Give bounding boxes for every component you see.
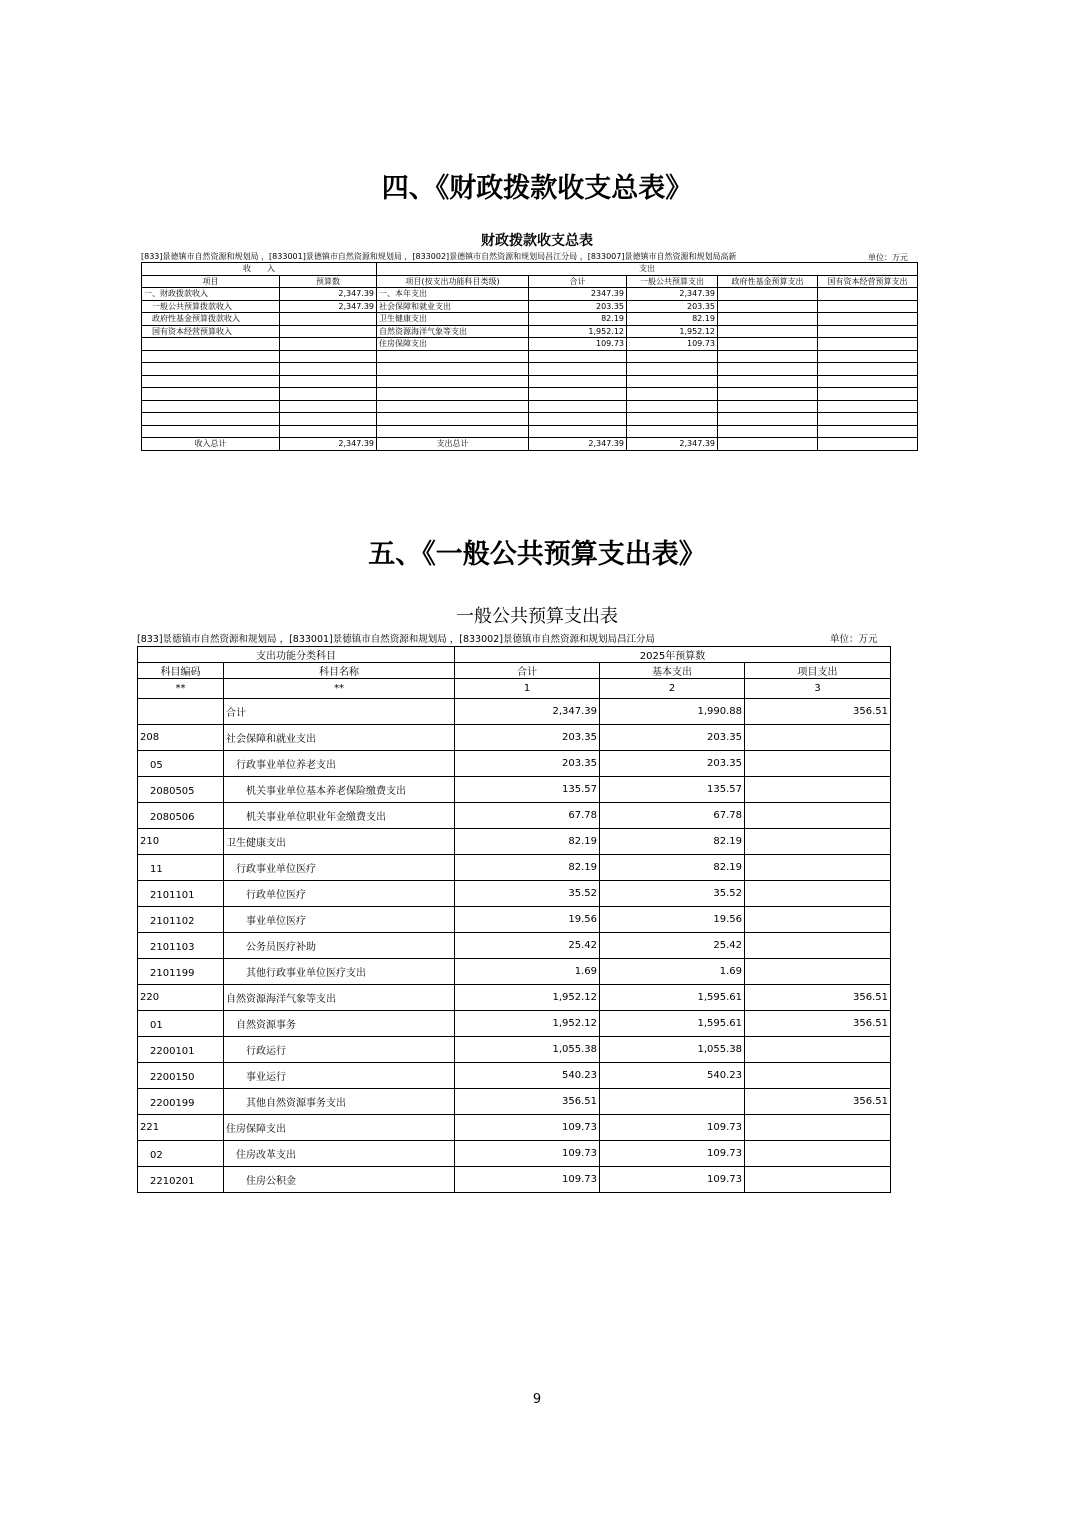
table-row <box>138 933 891 959</box>
table-cell: 203.35 <box>529 300 627 313</box>
table-cell: 2200101 <box>138 1037 224 1063</box>
table-cell: 356.51 <box>745 699 891 725</box>
table-cell <box>745 855 891 881</box>
table-cell: 135.57 <box>600 777 745 803</box>
index-cell: 2 <box>600 679 745 699</box>
table-cell: 1,595.61 <box>600 985 745 1011</box>
table-cell <box>600 1089 745 1115</box>
table-cell: 19.56 <box>600 907 745 933</box>
table-cell: 356.51 <box>745 1089 891 1115</box>
table-cell: 11 <box>138 855 224 881</box>
table-cell <box>718 325 818 338</box>
table-cell <box>818 300 918 313</box>
column-header: 科目名称 <box>224 663 455 679</box>
table-row <box>138 725 891 751</box>
total-row <box>142 438 918 451</box>
table-cell <box>377 425 529 438</box>
table-cell: 公务员医疗补助 <box>224 933 455 959</box>
table-cell: 203.35 <box>627 300 718 313</box>
table-cell: 1.69 <box>455 959 600 985</box>
table-cell: 82.19 <box>455 855 600 881</box>
table-row <box>142 313 918 326</box>
column-header: 基本支出 <box>600 663 745 679</box>
table-cell: 行政单位医疗 <box>224 881 455 907</box>
total-cell: 收入总计 <box>142 438 280 451</box>
table-cell: 自然资源海洋气象等支出 <box>377 325 529 338</box>
table-cell <box>627 363 718 376</box>
table-cell <box>818 313 918 326</box>
expense-header: 支出 <box>377 263 918 276</box>
group-header: 2025年预算数 <box>455 647 891 663</box>
total-cell: 支出总计 <box>377 438 529 451</box>
table-row <box>138 985 891 1011</box>
total-cell: 2,347.39 <box>627 438 718 451</box>
table-row <box>142 338 918 351</box>
table-cell <box>280 363 377 376</box>
table-cell: 1,952.12 <box>455 1011 600 1037</box>
table-cell <box>718 400 818 413</box>
table-cell <box>529 363 627 376</box>
table-cell: 1,952.12 <box>627 325 718 338</box>
table-cell: 82.19 <box>455 829 600 855</box>
table-row <box>142 288 918 301</box>
table-cell <box>818 288 918 301</box>
table-cell <box>280 400 377 413</box>
table-cell <box>529 425 627 438</box>
index-cell: 3 <box>745 679 891 699</box>
table-cell: 221 <box>138 1115 224 1141</box>
table-cell: 机关事业单位职业年金缴费支出 <box>224 803 455 829</box>
table-cell <box>745 1063 891 1089</box>
table-cell: 82.19 <box>600 829 745 855</box>
table-cell: 109.73 <box>627 338 718 351</box>
index-cell: ** <box>138 679 224 699</box>
table-cell <box>280 338 377 351</box>
table-row <box>142 325 918 338</box>
table-cell <box>745 725 891 751</box>
table-cell: 自然资源事务 <box>224 1011 455 1037</box>
table-row <box>138 881 891 907</box>
table-row <box>142 425 918 438</box>
table-row <box>142 375 918 388</box>
table-cell <box>745 1141 891 1167</box>
table-cell <box>377 363 529 376</box>
table-cell <box>718 375 818 388</box>
table-cell <box>377 388 529 401</box>
table-row <box>138 777 891 803</box>
table-cell <box>142 400 280 413</box>
table-cell <box>377 413 529 426</box>
table-cell <box>745 777 891 803</box>
table-cell: 356.51 <box>745 1011 891 1037</box>
table-cell: 109.73 <box>600 1115 745 1141</box>
table-cell <box>818 388 918 401</box>
table-row <box>142 363 918 376</box>
table-cell <box>745 1167 891 1193</box>
table-cell <box>142 375 280 388</box>
table-cell <box>142 413 280 426</box>
table-cell: 203.35 <box>600 725 745 751</box>
table-row <box>142 388 918 401</box>
table-row <box>142 400 918 413</box>
table-cell <box>529 388 627 401</box>
table-cell: 事业运行 <box>224 1063 455 1089</box>
table-cell <box>627 413 718 426</box>
table-row <box>138 751 891 777</box>
table-cell: 25.42 <box>455 933 600 959</box>
table-cell: 2,347.39 <box>280 300 377 313</box>
table-cell: 2080506 <box>138 803 224 829</box>
table-cell: 356.51 <box>455 1089 600 1115</box>
page-number: 9 <box>532 1392 542 1407</box>
table-cell <box>818 325 918 338</box>
table-cell <box>280 375 377 388</box>
table-cell: 国有资本经营预算收入 <box>142 325 280 338</box>
table-cell: 事业单位医疗 <box>224 907 455 933</box>
table-cell: 住房改革支出 <box>224 1141 455 1167</box>
table-cell: 行政事业单位医疗 <box>224 855 455 881</box>
table-row <box>138 1063 891 1089</box>
table-row <box>138 803 891 829</box>
column-header: 项目(按支出功能科目类级) <box>377 275 529 288</box>
table-cell: 82.19 <box>529 313 627 326</box>
table-cell: 2,347.39 <box>280 288 377 301</box>
table-cell: 一、本年支出 <box>377 288 529 301</box>
total-cell: 2,347.39 <box>280 438 377 451</box>
table1-units: [833]景德镇市自然资源和规划局 ，[833001]景德镇市自然资源和规划局 ，[833002]景德镇市自然资源和规划局昌江分局 ，[833007]景德镇市自然资源和规划局高新 <box>141 252 737 261</box>
table-cell <box>280 325 377 338</box>
table-cell: 自然资源海洋气象等支出 <box>224 985 455 1011</box>
table-row <box>138 1167 891 1193</box>
table1-unit-label: 单位：万元 <box>868 253 908 262</box>
table-cell <box>818 425 918 438</box>
table-cell <box>627 425 718 438</box>
table-cell <box>745 1037 891 1063</box>
column-header: 项目 <box>142 275 280 288</box>
table-cell <box>280 388 377 401</box>
table-cell: 一般公共预算拨款收入 <box>142 300 280 313</box>
table-cell: 1,055.38 <box>600 1037 745 1063</box>
table-cell <box>745 959 891 985</box>
table-cell: 356.51 <box>745 985 891 1011</box>
column-header: 科目编码 <box>138 663 224 679</box>
table-cell <box>627 375 718 388</box>
table-row <box>142 413 918 426</box>
table-cell: 109.73 <box>529 338 627 351</box>
table-row <box>138 1141 891 1167</box>
table-cell: 合计 <box>224 699 455 725</box>
table-cell: 35.52 <box>600 881 745 907</box>
table-cell: 203.35 <box>600 751 745 777</box>
table-cell <box>142 338 280 351</box>
table-cell <box>529 400 627 413</box>
table-cell <box>142 350 280 363</box>
table-cell: 1,952.12 <box>455 985 600 1011</box>
table-cell <box>745 933 891 959</box>
table-cell: 2101101 <box>138 881 224 907</box>
table-row <box>138 1037 891 1063</box>
section-5-heading: 五、《一般公共预算支出表》 <box>368 539 706 570</box>
column-header: 合计 <box>455 663 600 679</box>
table-cell: 82.19 <box>627 313 718 326</box>
table-cell: 220 <box>138 985 224 1011</box>
table-cell: 2210201 <box>138 1167 224 1193</box>
table-row <box>142 350 918 363</box>
table-cell: 25.42 <box>600 933 745 959</box>
total-cell: 2,347.39 <box>529 438 627 451</box>
total-cell <box>818 438 918 451</box>
table-cell: 其他自然资源事务支出 <box>224 1089 455 1115</box>
table-cell <box>718 413 818 426</box>
fiscal-summary-table <box>141 262 918 451</box>
table-cell <box>627 350 718 363</box>
table-cell <box>280 425 377 438</box>
table-cell <box>627 388 718 401</box>
table-cell <box>818 363 918 376</box>
table-cell: 一、财政拨款收入 <box>142 288 280 301</box>
table-cell: 109.73 <box>455 1167 600 1193</box>
table-cell: 2347.39 <box>529 288 627 301</box>
table-cell <box>745 829 891 855</box>
general-budget-expense-table <box>137 646 891 1193</box>
table-cell: 卫生健康支出 <box>377 313 529 326</box>
table-cell: 住房保障支出 <box>224 1115 455 1141</box>
table-cell: 203.35 <box>455 725 600 751</box>
table-cell: 政府性基金预算拨款收入 <box>142 313 280 326</box>
table-row <box>138 855 891 881</box>
table-row <box>142 300 918 313</box>
table-cell: 1,990.88 <box>600 699 745 725</box>
income-header: 收 入 <box>142 263 377 276</box>
table-row <box>138 1011 891 1037</box>
table-cell: 82.19 <box>600 855 745 881</box>
total-cell <box>718 438 818 451</box>
table-cell <box>818 338 918 351</box>
table-cell: 02 <box>138 1141 224 1167</box>
table-row <box>138 959 891 985</box>
table-cell: 19.56 <box>455 907 600 933</box>
table-cell: 01 <box>138 1011 224 1037</box>
table2-units: [833]景德镇市自然资源和规划局 ，[833001]景德镇市自然资源和规划局 ，[833002]景德镇市自然资源和规划局昌江分局 <box>137 634 655 645</box>
table-cell: 540.23 <box>455 1063 600 1089</box>
table-cell <box>142 363 280 376</box>
table-cell: 109.73 <box>455 1141 600 1167</box>
table-row <box>138 829 891 855</box>
table-cell: 住房保障支出 <box>377 338 529 351</box>
column-header: 项目支出 <box>745 663 891 679</box>
table-cell: 行政运行 <box>224 1037 455 1063</box>
table-cell <box>718 363 818 376</box>
group-header: 支出功能分类科目 <box>138 647 455 663</box>
table-cell: 其他行政事业单位医疗支出 <box>224 959 455 985</box>
table-cell: 2,347.39 <box>627 288 718 301</box>
table-cell: 67.78 <box>600 803 745 829</box>
table-cell: 109.73 <box>600 1167 745 1193</box>
column-header: 一般公共预算支出 <box>627 275 718 288</box>
table-cell: 208 <box>138 725 224 751</box>
table-cell: 社会保障和就业支出 <box>224 725 455 751</box>
table-row <box>138 699 891 725</box>
table-cell: 2101103 <box>138 933 224 959</box>
index-cell: 1 <box>455 679 600 699</box>
table-cell: 2080505 <box>138 777 224 803</box>
table-header-row <box>142 275 918 288</box>
table-cell <box>818 375 918 388</box>
section-4-heading: 四、《财政拨款收支总表》 <box>381 173 693 204</box>
table-cell <box>280 413 377 426</box>
table-cell <box>280 350 377 363</box>
table-cell <box>280 313 377 326</box>
table-cell <box>718 350 818 363</box>
table-cell <box>718 388 818 401</box>
table-cell: 35.52 <box>455 881 600 907</box>
table-cell: 540.23 <box>600 1063 745 1089</box>
table-cell <box>138 699 224 725</box>
column-header: 预算数 <box>280 275 377 288</box>
table-cell <box>142 388 280 401</box>
column-header: 国有资本经营预算支出 <box>818 275 918 288</box>
table-cell: 1,595.61 <box>600 1011 745 1037</box>
table-cell: 机关事业单位基本养老保险缴费支出 <box>224 777 455 803</box>
table-cell: 2101199 <box>138 959 224 985</box>
table-cell <box>818 400 918 413</box>
table-row <box>138 1089 891 1115</box>
table-cell: 135.57 <box>455 777 600 803</box>
table2-unit-label: 单位：万元 <box>830 634 878 645</box>
table-cell <box>745 751 891 777</box>
table-cell: 住房公积金 <box>224 1167 455 1193</box>
table-cell: 2200199 <box>138 1089 224 1115</box>
table-cell: 社会保障和就业支出 <box>377 300 529 313</box>
table-cell <box>745 881 891 907</box>
table-cell: 2101102 <box>138 907 224 933</box>
table-cell <box>377 400 529 413</box>
table-cell <box>818 350 918 363</box>
table-cell <box>529 413 627 426</box>
table-cell <box>377 350 529 363</box>
table-cell: 1.69 <box>600 959 745 985</box>
table-cell <box>718 288 818 301</box>
table-cell <box>818 413 918 426</box>
table-row <box>138 1115 891 1141</box>
table-cell <box>745 1115 891 1141</box>
table-cell: 1,952.12 <box>529 325 627 338</box>
table-cell <box>745 907 891 933</box>
table-cell: 109.73 <box>600 1141 745 1167</box>
table2-title: 一般公共预算支出表 <box>456 606 618 627</box>
table-cell <box>745 803 891 829</box>
table-cell: 2200150 <box>138 1063 224 1089</box>
table-cell <box>529 350 627 363</box>
table-cell <box>718 313 818 326</box>
table-cell: 203.35 <box>455 751 600 777</box>
table-cell: 109.73 <box>455 1115 600 1141</box>
table-cell <box>142 425 280 438</box>
column-header: 合计 <box>529 275 627 288</box>
index-cell: ** <box>224 679 455 699</box>
table-row <box>138 907 891 933</box>
table-cell: 67.78 <box>455 803 600 829</box>
table-cell <box>627 400 718 413</box>
table1-title: 财政拨款收支总表 <box>481 233 593 249</box>
table-cell <box>718 425 818 438</box>
table-cell: 行政事业单位养老支出 <box>224 751 455 777</box>
table-cell: 1,055.38 <box>455 1037 600 1063</box>
table-cell: 2,347.39 <box>455 699 600 725</box>
table-cell <box>377 375 529 388</box>
table-cell <box>529 375 627 388</box>
table-cell <box>718 300 818 313</box>
table-cell: 210 <box>138 829 224 855</box>
table-cell <box>718 338 818 351</box>
column-header: 政府性基金预算支出 <box>718 275 818 288</box>
table-cell: 卫生健康支出 <box>224 829 455 855</box>
table-cell: 05 <box>138 751 224 777</box>
